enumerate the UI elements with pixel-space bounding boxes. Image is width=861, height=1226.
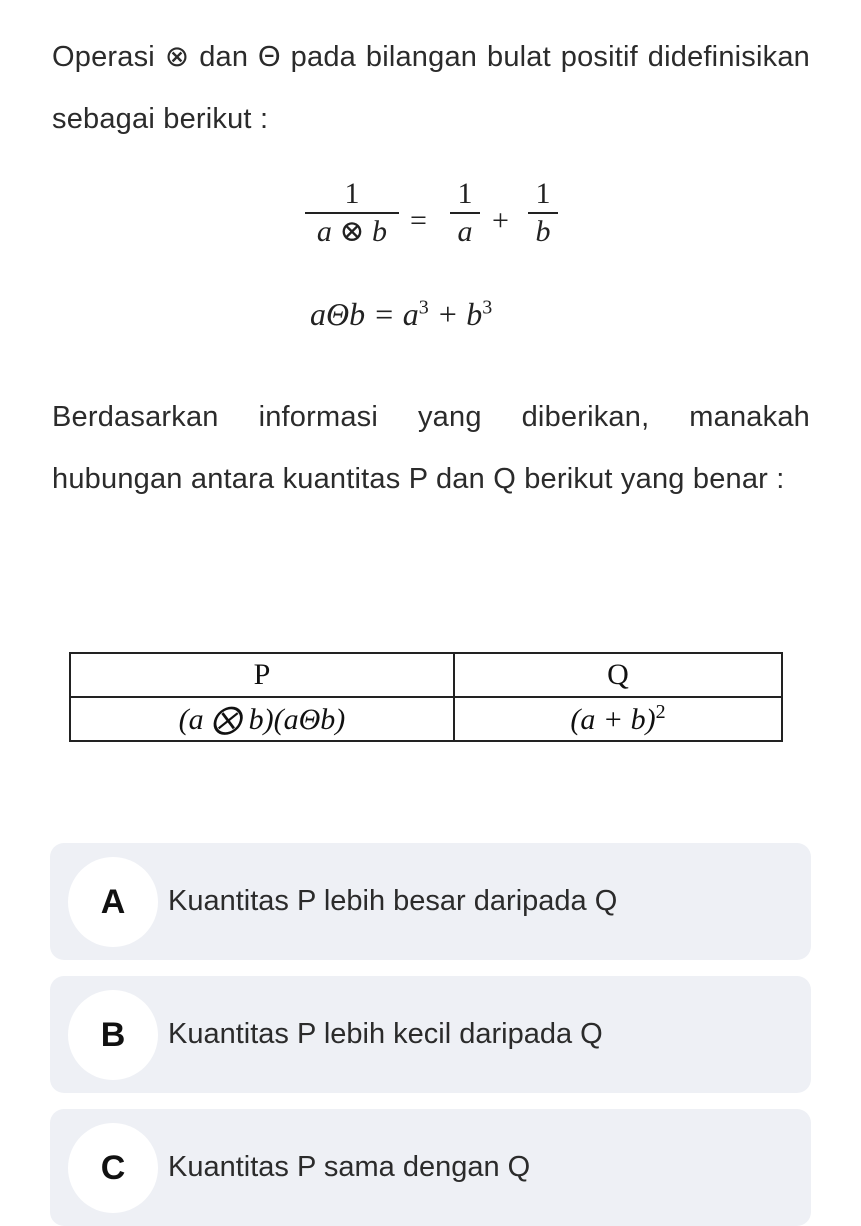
option-b[interactable]	[50, 976, 811, 1093]
quantity-table	[69, 652, 783, 742]
fraction-denominator: a	[457, 215, 473, 248]
q-exponent: 2	[655, 701, 666, 723]
equals-sign: =	[410, 204, 427, 237]
exponent: 3	[418, 296, 429, 319]
fraction-numerator: 1	[344, 177, 360, 210]
exponent: 3	[482, 296, 493, 319]
formula-operation-theta	[310, 296, 492, 333]
fraction-denominator: b	[535, 215, 551, 248]
fraction-lhs	[305, 176, 399, 250]
table-header-row	[70, 653, 782, 697]
header-q: Q	[454, 653, 782, 697]
option-c[interactable]	[50, 1109, 811, 1226]
option-text: Kuantitas P lebih besar daripada Q	[168, 885, 618, 917]
header-p: P	[70, 653, 454, 697]
plus-sign: +	[492, 204, 509, 237]
option-letter-badge: B	[68, 990, 158, 1080]
option-letter-badge: C	[68, 1123, 158, 1213]
option-letter-badge: A	[68, 857, 158, 947]
fraction-numerator: 1	[535, 177, 551, 210]
fraction-denominator: a ⊗ b	[316, 215, 388, 248]
cell-q-expression	[454, 697, 782, 741]
option-text: Kuantitas P lebih kecil daripada Q	[168, 1018, 603, 1050]
formula-rhs: + b	[428, 296, 483, 332]
option-a[interactable]	[50, 843, 811, 960]
fraction-term2	[528, 176, 558, 250]
option-text: Kuantitas P sama dengan Q	[168, 1151, 531, 1183]
formula-lhs: aΘb = a	[310, 296, 419, 332]
question-prompt: Berdasarkan informasi yang diberikan, manakah hubungan antara kuantitas P dan Q berikut yang benar :	[52, 401, 810, 495]
fraction-numerator: 1	[457, 177, 473, 210]
cell-p-expression: (a ⨂ b)(aΘb)	[70, 697, 454, 741]
table-row	[70, 697, 782, 741]
q-base: (a + b)	[570, 703, 656, 736]
fraction-term1	[450, 176, 480, 250]
question-intro: Operasi ⊗ dan Θ pada bilangan bulat positif didefinisikan sebagai berikut :	[52, 41, 810, 135]
